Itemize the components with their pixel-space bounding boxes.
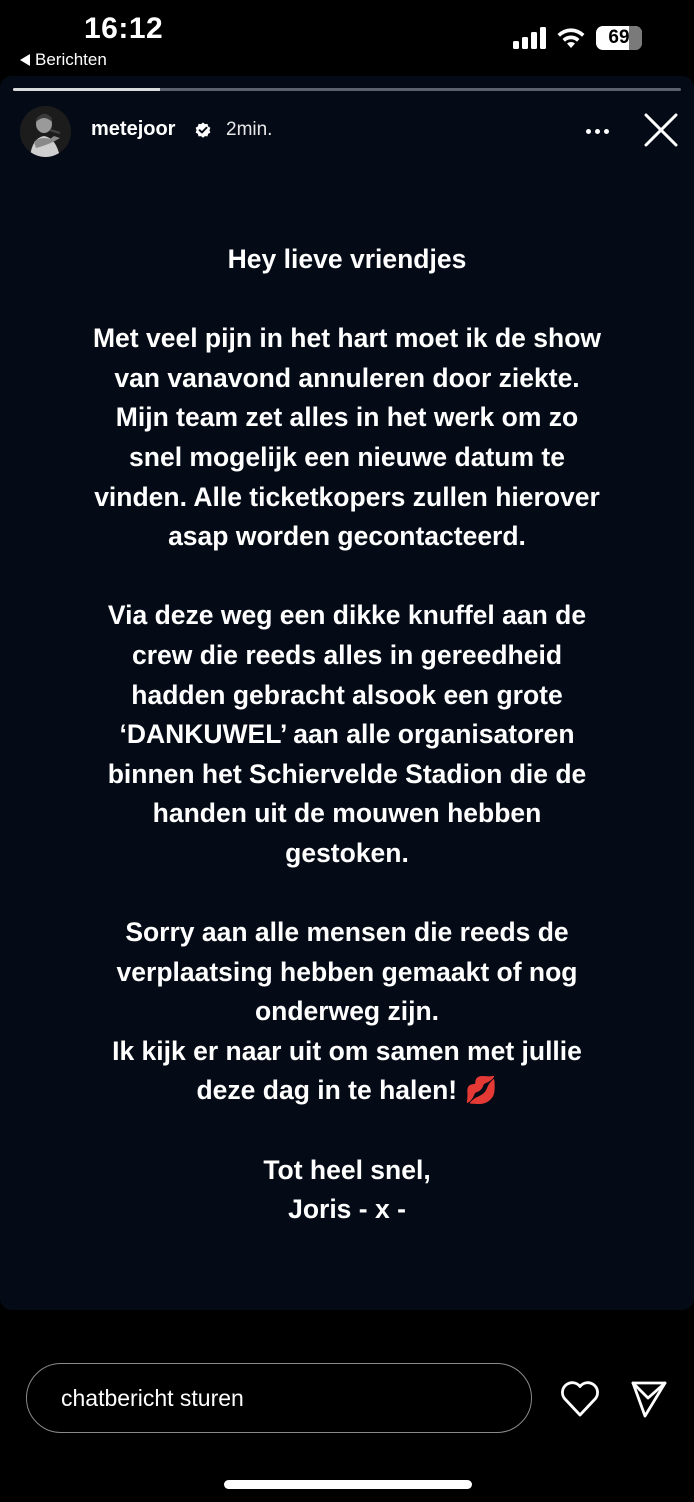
status-icons <box>513 26 642 50</box>
text-line: binnen het Schiervelde Stadion die de <box>107 758 587 789</box>
text-line: asap worden gecontacteerd. <box>168 521 526 552</box>
text-line-with-kiss-emoji: deze dag in te halen! 💋 <box>196 1075 498 1106</box>
verified-badge-icon <box>194 121 212 139</box>
back-to-messages-link[interactable] <box>20 50 107 70</box>
send-paper-plane-icon <box>633 1383 665 1416</box>
text-line: Sorry aan alle mensen die reeds de <box>125 917 569 948</box>
status-time: 16:12 <box>84 12 164 45</box>
text-line: Ik kijk er naar uit om samen met jullie <box>112 1035 582 1066</box>
story-header <box>0 104 694 160</box>
signature-line: Joris - x - <box>288 1194 406 1225</box>
text-line: verplaatsing hebben gemaakt of nog <box>116 956 578 987</box>
story-timestamp: 2min. <box>226 119 273 140</box>
more-horizontal-icon <box>586 129 591 134</box>
send-message-input[interactable] <box>26 1363 532 1433</box>
text-line: Mijn team zet alles in het werk om zo <box>115 402 579 433</box>
text-line: hadden gebracht alsook een grote <box>131 679 563 710</box>
avatar-photo <box>20 106 71 157</box>
text-line: ‘DANKUWEL’ aan alle organisatoren <box>119 719 575 750</box>
more-options-button[interactable] <box>578 112 616 150</box>
story-viewer[interactable] <box>0 76 694 1310</box>
heart-outline-icon <box>562 1383 597 1415</box>
back-link-label: Berichten <box>35 50 107 69</box>
greeting-line: Hey lieve vriendjes <box>227 244 467 274</box>
text-line: Met veel pijn in het hart moet ik de show <box>92 323 601 354</box>
wifi-icon <box>556 27 586 49</box>
back-arrow-icon <box>20 54 30 66</box>
author-avatar[interactable] <box>20 106 71 157</box>
battery-level: 69 <box>608 27 630 48</box>
close-story-button[interactable] <box>640 109 682 151</box>
cellular-signal-icon <box>513 27 546 49</box>
like-button[interactable] <box>558 1377 602 1419</box>
text-line: vinden. Alle ticketkopers zullen hierover <box>94 481 600 512</box>
text-line: handen uit de mouwen hebben <box>152 798 542 829</box>
close-x-icon <box>646 115 676 145</box>
text-line: onderweg zijn. <box>254 996 440 1027</box>
sign-off-line: Tot heel snel, <box>263 1154 431 1185</box>
home-indicator[interactable] <box>224 1480 472 1489</box>
battery-icon <box>596 26 642 50</box>
story-progress-fill <box>13 88 160 91</box>
send-share-button[interactable] <box>627 1377 671 1421</box>
author-username[interactable]: metejoor <box>91 118 176 140</box>
text-line: Via deze weg een dikke knuffel aan de <box>107 600 587 631</box>
story-progress-bar <box>13 88 681 91</box>
text-line: snel mogelijk een nieuwe datum te <box>129 441 565 472</box>
text-line: gestoken. <box>285 837 409 868</box>
story-text-content <box>30 240 664 1230</box>
text-line: crew die reeds alles in gereedheid <box>131 639 563 670</box>
text-line: van vanavond annuleren door ziekte. <box>114 362 580 393</box>
